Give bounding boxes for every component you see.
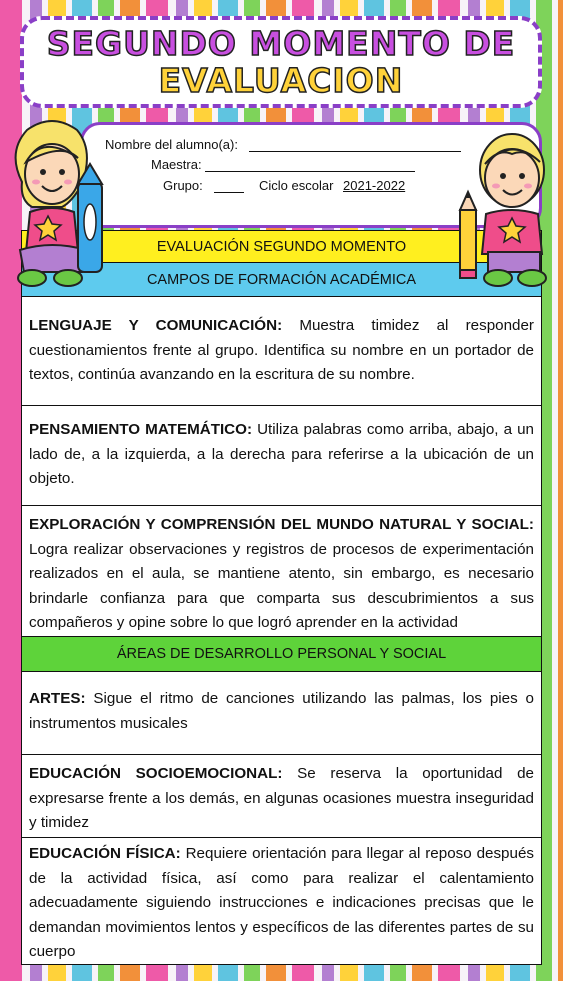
item-fisica [22, 842, 541, 964]
item-text: Se reserva la oportunidad de expresarse frente a los demás, en algunas ocasiones muestra inseguridad y timidez [29, 765, 534, 832]
item-lenguaje [22, 314, 541, 406]
teacher-line[interactable] [205, 171, 415, 172]
item-label: EDUCACIÓN SOCIOEMOCIONAL: [29, 765, 283, 782]
item-text: Sigue el ritmo de canciones utilizando las palmas, los pies o instrumentos musicales [29, 690, 534, 732]
item-label: ARTES: [29, 690, 86, 707]
student-name-line[interactable] [249, 151, 461, 152]
item-matematico [22, 418, 541, 506]
evaluation-table [21, 230, 542, 965]
group-label: Grupo: [163, 178, 203, 193]
item-artes [22, 687, 541, 755]
title-line-2: EVALUACION [158, 61, 404, 100]
item-text: Muestra timidez al responder cuestionamientos frente al grupo. Identifica su nombre en un portador de textos, continúa avanzando en la escritura de su nombre. [29, 317, 534, 384]
cycle-label: Ciclo escolar [259, 178, 334, 193]
section-heading-academic: CAMPOS DE FORMACIÓN ACADÉMICA [22, 263, 541, 297]
boy-with-pencil-illustration [456, 114, 560, 290]
title-line-1: SEGUNDO MOMENTO DE [46, 24, 516, 63]
main-heading: EVALUACIÓN SEGUNDO MOMENTO [22, 231, 541, 263]
item-text: Requiere orientación para llegar al reposo después de la actividad física, así como para realizar el calentamiento adecuadamente siguiendo instrucciones e indicaciones precisas que le demandan movimientos lentos y específicos de las diferentes partes de su cuerpo [29, 845, 534, 961]
section-heading-personal: ÁREAS DE DESARROLLO PERSONAL Y SOCIAL [22, 636, 541, 672]
item-label: LENGUAJE Y COMUNICACIÓN: [29, 317, 283, 334]
item-label: PENSAMIENTO MATEMÁTICO: [29, 421, 253, 438]
item-text: Utiliza palabras como arriba, abajo, a un lado de, a la izquierda, a la derecha para referirse a la ubicación de un objeto. [29, 421, 534, 488]
item-label: EXPLORACIÓN Y COMPRENSIÓN DEL MUNDO NATURAL Y SOCIAL: [29, 516, 534, 533]
item-text: Logra realizar observaciones y registros de procesos de experimentación realizados en el aula, se mantiene atento, sin embargo, es necesario brindarle confianza para que comparta sus descubrimientos a sus compañeros y opine sobre lo que logró aprender en la actividad [29, 540, 534, 632]
girl-with-crayon-illustration [2, 112, 114, 292]
group-line[interactable] [214, 192, 244, 193]
item-exploracion [22, 513, 541, 636]
item-socioemocional [22, 762, 541, 838]
teacher-label: Maestra: [151, 157, 202, 172]
student-name-label: Nombre del alumno(a): [105, 137, 238, 152]
title-banner [20, 16, 542, 108]
cycle-value: 2021-2022 [343, 178, 406, 193]
item-label: EDUCACIÓN FÍSICA: [29, 845, 181, 862]
